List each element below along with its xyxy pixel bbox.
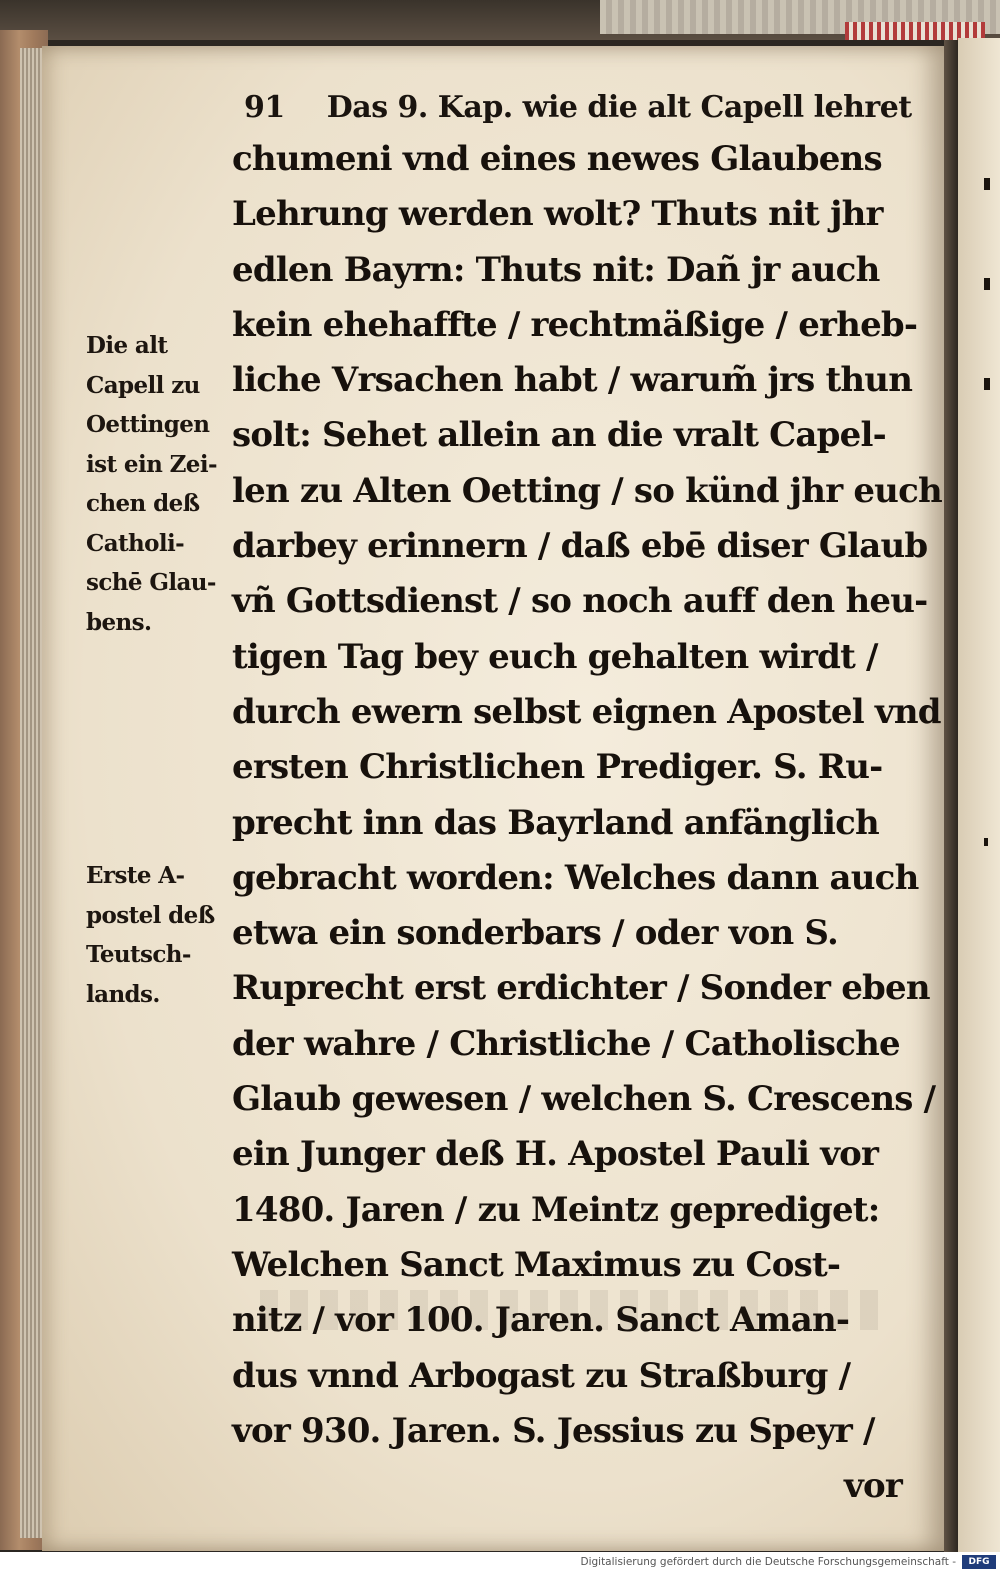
text-line: dus vnnd Arbogast zu Straßburg / [232,1355,851,1396]
text-line: vñ Gottsdienst / so noch auff den heu- [232,581,928,622]
funding-credit: Digitalisierung gefördert durch die Deutsche Forschungsgemeinschaft - [580,1556,956,1568]
bleed-through-text [260,1290,880,1330]
marginal-line: Oettingen [86,411,210,438]
text-line: vor 930. Jaren. S. Jessius zu Speyr / [232,1410,875,1451]
marginal-note-chapel [86,326,238,642]
marginal-line: Catholi- [86,529,185,557]
catchword: vor [844,1466,902,1507]
facing-page-glyph [984,838,988,846]
running-title: Das 9. Kap. wie die alt Capell lehret [326,90,912,125]
text-line: solt: Sehet allein an die vralt Capel- [232,415,886,456]
marginal-line: lands. [86,980,160,1008]
text-line: edlen Bayrn: Thuts nit: Dañ jr auch [232,249,880,290]
text-line: etwa ein sonderbars / oder von S. [232,913,838,954]
marginal-line: ist ein Zei- [86,450,217,478]
text-line: Ruprecht erst erdichter / Sonder eben [232,968,930,1009]
text-line: Welchen Sanct Maximus zu Cost- [232,1244,841,1285]
marginal-line: Capell zu [86,371,200,399]
text-line: ein Junger deß H. Apostel Pauli vor [232,1134,879,1175]
facing-page-glyph [984,178,990,190]
page-gutter [944,40,958,1552]
marginal-note-apostle [86,856,238,1014]
marginal-line: schē Glau- [86,569,216,596]
text-line: len zu Alten Oetting / so künd jhr euch [232,470,942,511]
digitization-footer [0,1552,1000,1573]
marginal-line: chen deß [86,490,200,517]
text-line: 1480. Jaren / zu Meintz geprediget: [232,1189,880,1230]
facing-page-glyph [984,278,990,290]
marginal-line: bens. [86,608,152,636]
running-header [244,84,912,132]
text-line: chumeni vnd eines newes Glaubens [232,139,882,179]
page-number: 91 [244,90,285,125]
facing-page-glyph [984,378,990,390]
text-line: Lehrung werden wolt? Thuts nit jhr [232,194,883,235]
text-line: darbey erinnern / daß ebē diser Glaub [232,526,928,567]
text-line: der wahre / Christliche / Catholische [232,1023,900,1064]
text-line: nitz / vor 100. Jaren. Sanct Aman- [232,1300,850,1341]
text-line: ersten Christlichen Prediger. S. Ru- [232,747,883,788]
dfg-logo: DFG [962,1555,996,1569]
marginal-line: Die alt [86,332,168,359]
text-line: Glaub gewesen / welchen S. Crescens / [232,1079,936,1120]
facing-page-edge [958,38,1000,1552]
text-line: precht inn das Bayrland anfänglich [232,802,879,843]
marginal-line: Erste A- [86,862,185,889]
marginal-line: postel deß [86,901,215,929]
text-line: gebracht worden: Welches dann auch [232,857,919,898]
text-line: durch ewern selbst eignen Apostel vnd [232,691,941,732]
marginal-line: Teutsch- [86,941,191,968]
text-line: kein ehehaffte / rechtmäßige / erheb- [232,304,918,345]
text-line: liche Vrsachen habt / warum̃ jrs thun [232,360,913,401]
text-line: tigen Tag bey euch gehalten wirdt / [232,636,878,677]
book-top-edge [0,0,1000,40]
